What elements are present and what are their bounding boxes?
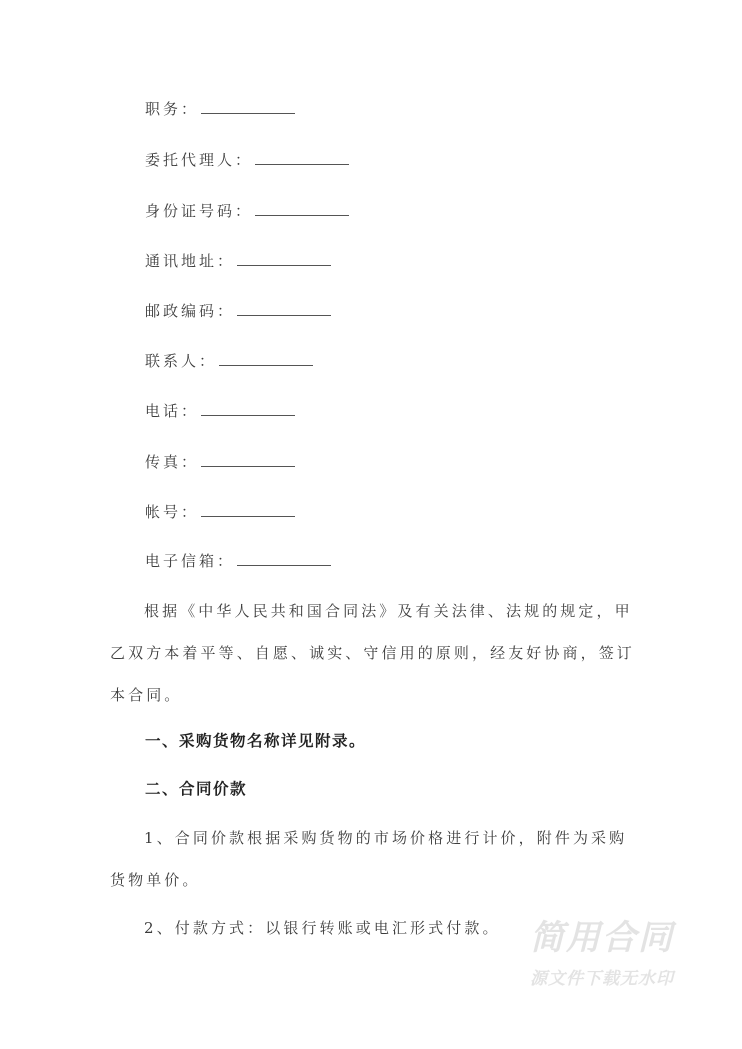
blank-line [255, 201, 349, 216]
blank-line [201, 401, 295, 416]
field-label: 传真： [145, 453, 200, 471]
field-fax [145, 452, 295, 472]
field-contact [145, 351, 313, 371]
field-position [145, 99, 295, 119]
section-2-item-2: 2、付款方式：以银行转账或电汇形式付款。 [144, 919, 501, 937]
field-label: 职务： [145, 100, 200, 118]
intro-paragraph: 根据《中华人民共和国合同法》及有关法律、法规的规定，甲乙双方本着平等、自愿、诚实、守信用的原则，经友好协商，签订本合同。 [110, 602, 635, 704]
field-label: 身份证号码： [145, 202, 254, 220]
field-email [145, 551, 331, 571]
field-label: 帐号： [145, 503, 200, 521]
field-account [145, 502, 295, 522]
blank-line [237, 301, 331, 316]
field-label: 电话： [145, 402, 200, 420]
section-1-heading: 一、采购货物名称详见附录。 [145, 732, 367, 750]
section-2-item-1: 1、合同价款根据采购货物的市场价格进行计价，附件为采购货物单价。 [110, 829, 628, 889]
field-id-number [145, 201, 349, 221]
field-label: 联系人： [145, 352, 218, 370]
field-phone [145, 401, 295, 421]
field-label: 电子信箱： [145, 552, 236, 570]
watermark-tagline: 源文件下载无水印 [530, 969, 674, 989]
blank-line [255, 150, 349, 165]
watermark [512, 918, 692, 992]
field-agent [145, 150, 349, 170]
section-2-heading: 二、合同价款 [145, 780, 248, 798]
field-label: 委托代理人： [145, 151, 254, 169]
blank-line [201, 452, 295, 467]
field-label: 通讯地址： [145, 252, 236, 270]
blank-line [237, 251, 331, 266]
blank-line [237, 551, 331, 566]
blank-line [219, 351, 313, 366]
blank-line [201, 99, 295, 114]
field-postal-code [145, 301, 331, 321]
blank-line [201, 502, 295, 517]
field-label: 邮政编码： [145, 302, 236, 320]
field-address [145, 251, 331, 271]
watermark-brand: 简用合同 [530, 918, 674, 958]
